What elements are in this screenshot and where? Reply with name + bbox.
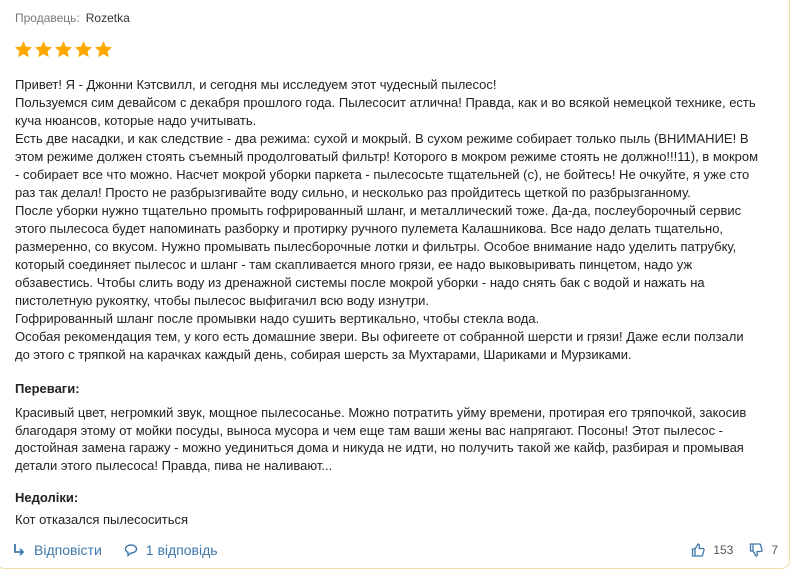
rating-stars <box>14 40 113 59</box>
seller-label: Продавець: <box>15 11 80 25</box>
thumbs-up-icon[interactable] <box>691 543 705 557</box>
seller-name: Rozetka <box>85 11 130 25</box>
text-line: до этого с тряпкой на карачках каждый день, собирая шерсть за Мухтарами, Шариками и Мурзиками. <box>15 347 632 362</box>
seller-info <box>15 11 130 25</box>
text-line: Красивый цвет, негромкий звук, мощное пылесосанье. Можно потратить уйму времени, протирая его тряпочкой, закосив <box>15 405 747 420</box>
text-line: раз так делал! Просто не разбрызгивайте воду сильно, и несколько раз пройдитесь щеткой по разбрызганному. <box>15 185 691 200</box>
review-text <box>15 76 795 364</box>
text-line: Пользуемся сим девайсом с декабря прошлого года. Пылесосит атлична! Правда, как и во всякой немецкой технике, есть <box>15 95 756 110</box>
text-line: Привет! Я - Джонни Кэтсвилл, и сегодня мы исследуем этот чудесный пылесос! <box>15 77 497 92</box>
text-line: этом режиме должен стоять съемный продолговатый фильтр! Которого в мокром режиме стоять не должно!!!11), в мокром <box>15 149 759 164</box>
cons-text: Кот отказался пылесоситься <box>15 512 189 527</box>
comment-icon <box>124 543 138 557</box>
pros-text <box>15 404 746 474</box>
text-line: детали этого пылесоса! Правда, пива не наливают... <box>15 457 333 473</box>
text-line: пистолетную рукоятку, чтобы пылесос выфигачил всю воду изнутри. <box>15 293 430 308</box>
replies-link[interactable] <box>124 542 218 558</box>
text-line: размеренно, со вкусом. Нужно промывать пылесборочные лотки и фильтры. Особое внимание надо уделить патрубку, <box>15 239 737 254</box>
reply-arrow-icon <box>12 543 26 557</box>
text-line: который соединяет пылесос и шланг - там скапливается много грязи, ее надо выковыривать пинцетом, надо уж <box>15 257 693 272</box>
pros-title: Переваги: <box>15 381 80 396</box>
text-line: Особая рекомендация тем, у кого есть домашние звери. Вы офигеете от собранной шерсти и грязи! Даже если ползали <box>15 329 744 344</box>
text-line: этого пылесоса будет напоминать разборку и протирку ручного пулемета Калашникова. Все надо делать тщательно, <box>15 221 724 236</box>
text-line: благодаря этому от мойки посуды, выноса мусора и чем еще там ваши жены вас напрягают. Посоны! Этот пылесос - <box>15 422 724 438</box>
star-icon <box>14 40 33 59</box>
star-icon <box>74 40 93 59</box>
text-line: - собирает все что можно. Насчет мокрой уборки паркета - пылесосьте тщательней (с), не бойтесь! Не очкуйте, я уже сто <box>15 167 750 182</box>
star-icon <box>94 40 113 59</box>
text-line: Есть две насадки, и как следствие - два режима: сухой и мокрый. В сухом режиме собирает только пыль (ВНИМАНИЕ! В <box>15 131 749 146</box>
text-line: куча нюансов, которые надо учитывать. <box>15 113 257 128</box>
thumbs-down-icon[interactable] <box>749 543 763 557</box>
review-actions <box>12 542 240 558</box>
text-line: Гофрированный шланг после промывки надо сушить вертикально, чтобы стекла вода. <box>15 311 540 326</box>
likes-count: 153 <box>713 543 734 557</box>
text-line: обзавестись. Чтобы слить воду из дренажной системы после мокрой уборки - надо снять бак с водой и нажать на <box>15 275 705 290</box>
reply-button[interactable] <box>12 542 102 558</box>
star-icon <box>34 40 53 59</box>
text-line: После уборки нужно тщательно промыть гофрированный шланг, и металлический тоже. Да-да, послеуборочный сервис <box>15 203 742 218</box>
votes <box>691 543 778 557</box>
dislikes-count: 7 <box>771 543 778 557</box>
replies-count: 1 відповідь <box>145 542 218 558</box>
star-icon <box>54 40 73 59</box>
cons-title: Недоліки: <box>15 490 79 505</box>
text-line: достойная замена гаражу - можно уединиться дома и никуда не идти, но получить такой же кайф, разбирая и промывая <box>15 440 744 455</box>
reply-label: Відповісти <box>34 542 102 558</box>
